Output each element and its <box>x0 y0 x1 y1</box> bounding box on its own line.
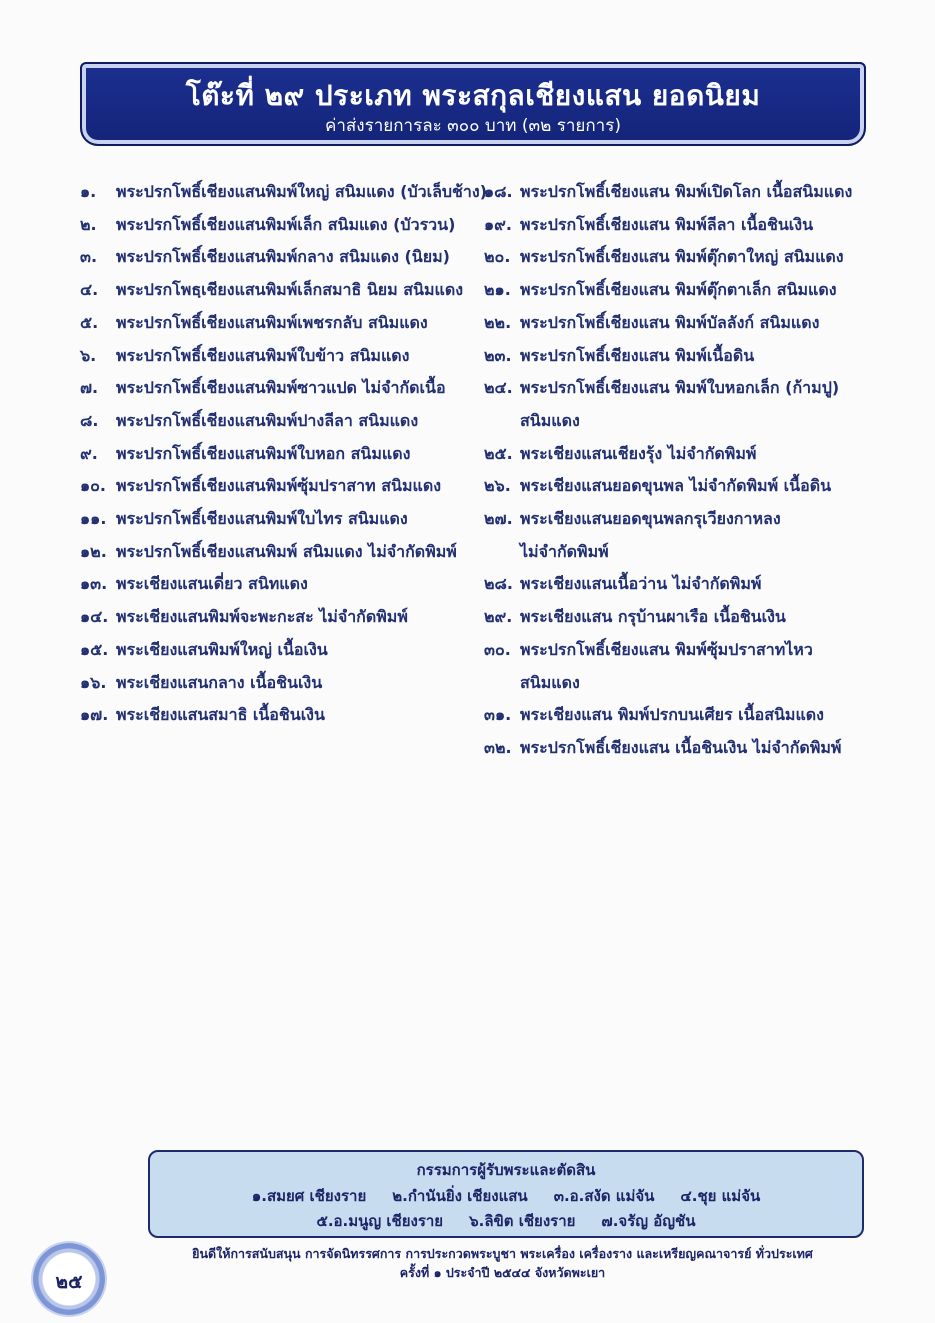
item-number: ๑๑. <box>80 509 107 529</box>
item-number: ๒. <box>80 214 97 234</box>
list-item <box>484 732 869 765</box>
item-number: ๑๐. <box>80 476 106 496</box>
item-text: พระปรกโพธิ์เชียงแสน พิมพ์ซุ้มปราสาทไหว <box>520 639 813 659</box>
item-number: ๒๙. <box>484 607 513 627</box>
list-item <box>80 601 490 634</box>
footer-line: ครั้งที่ ๑ ประจำปี ๒๕๔๔ จังหวัดพะเยา <box>399 1265 606 1280</box>
item-number: ๑๔. <box>80 607 109 627</box>
item-text: พระปรกโพธฺเชียงแสนพิมพ์เล็กสมาธิ นิยม สนิมแดง <box>116 280 464 300</box>
item-number: ๓๒. <box>484 737 512 757</box>
list-item <box>484 503 869 568</box>
item-text: พระปรกโพธิ์เชียงแสน พิมพ์บัลลังก์ สนิมแดง <box>520 312 820 332</box>
list-item <box>484 372 869 437</box>
item-number: ๑๒. <box>80 541 107 561</box>
item-number: ๔. <box>80 280 99 300</box>
item-number: ๒๖. <box>484 476 511 496</box>
list-item <box>484 340 869 373</box>
item-text: พระเชียงแสนพิมพ์จะพะกะสะ ไม่จำกัดพิมพ์ <box>116 607 408 627</box>
item-number: ๒๕. <box>484 443 513 463</box>
item-text: พระปรกโพธิ์เชียงแสนพิมพ์ซาวแปด ไม่จำกัดเนื้อ <box>116 378 446 398</box>
item-number: ๓๑. <box>484 705 512 725</box>
committee-member: ๕.อ.มนูญ เชียงราย <box>316 1212 444 1230</box>
list-item <box>80 667 490 700</box>
list-item <box>80 470 490 503</box>
item-text: พระปรกโพธิ์เชียงแสน เนื้อชินเงิน ไม่จำกัดพิมพ์ <box>520 737 842 757</box>
item-text: พระเชียงแสนกลาง เนื้อชินเงิน <box>116 672 323 692</box>
item-text: พระปรกโพธิ์เชียงแสนพิมพ์ซุ้มปราสาท สนิมแดง <box>116 476 442 496</box>
list-item <box>80 372 490 405</box>
item-number: ๕. <box>80 312 99 332</box>
list-item <box>80 307 490 340</box>
item-number: ๒๑. <box>484 280 511 300</box>
item-number: ๒๓. <box>484 345 512 365</box>
item-number: ๓. <box>80 247 98 267</box>
page-number: ๒๕ <box>55 1271 83 1293</box>
item-number: ๘. <box>80 410 99 430</box>
list-item <box>484 176 869 209</box>
item-text: พระปรกโพธิ์เชียงแสน พิมพ์เนื้อดิน <box>520 345 755 365</box>
item-text: พระเชียงแสนเดี่ยว สนิทแดง <box>116 574 308 594</box>
item-number: ๑๖. <box>80 672 107 692</box>
item-text: พระเชียงแสนสมาธิ เนื้อชินเงิน <box>116 705 325 725</box>
item-text: พระเชียงแสนพิมพ์ใหญ่ เนื้อเงิน <box>116 639 328 659</box>
committee-member: ๓.อ.สงัด แม่จัน <box>553 1187 655 1205</box>
item-number: ๓๐. <box>484 639 511 659</box>
item-text: พระปรกโพธิ์เชียงแสนพิมพ์เพชรกลับ สนิมแดง <box>116 312 428 332</box>
item-text: พระปรกโพธิ์เชียงแสน พิมพ์ตุ๊กตาใหญ่ สนิมแดง <box>520 247 844 267</box>
item-text: พระปรกโพธิ์เชียงแสนพิมพ์ปางลีลา สนิมแดง <box>116 410 419 430</box>
list-item <box>484 241 869 274</box>
item-text: พระปรกโพธิ์เชียงแสนพิมพ์ใบหอก สนิมแดง <box>116 443 411 463</box>
committee-box <box>148 1150 864 1238</box>
item-number: ๒๗. <box>484 509 513 529</box>
item-text: พระปรกโพธิ์เชียงแสน พิมพ์ลีลา เนื้อชินเงิน <box>520 214 814 234</box>
item-text: สนิมแดง <box>520 410 580 430</box>
list-item <box>80 536 490 569</box>
list-item <box>484 470 869 503</box>
committee-title: กรรมการผู้รับพระและตัดสิน <box>416 1161 596 1179</box>
item-text: พระปรกโพธิ์เชียงแสนพิมพ์ใหญ่ สนิมแดง (บัวเล็บช้าง) <box>116 182 487 201</box>
item-text: พระปรกโพธิ์เชียงแสนพิมพ์ใบข้าว สนิมแดง <box>116 345 410 365</box>
committee-member: ๖.ลิขิต เชียงราย <box>469 1212 576 1230</box>
list-item <box>484 438 869 471</box>
list-item <box>484 307 869 340</box>
footer-line: ยินดีให้การสนับสนุน การจัดนิทรรศการ การประกวดพระบูชา พระเครื่อง เครื่องราง และเหรียญคณาจารย์ ทั่วประเทศ <box>192 1246 813 1261</box>
item-number: ๒๒. <box>484 312 512 332</box>
item-number: ๑๗. <box>80 705 109 725</box>
item-text: พระเชียงแสนยอดขุนพลกรุเวียงกาหลง <box>520 509 781 529</box>
item-text: พระปรกโพธิ์เชียงแสน พิมพ์เปิดโลก เนื้อสนิมแดง <box>520 182 853 201</box>
item-list-right <box>484 176 869 765</box>
page-subtitle: ค่าส่งรายการละ ๓๐๐ บาท (๓๒ รายการ) <box>325 116 621 136</box>
item-number: ๒๐. <box>484 247 511 267</box>
item-text: พระปรกโพธิ์เชียงแสนพิมพ์เล็ก สนิมแดง (บัวรวน) <box>116 214 456 234</box>
page-number-seal <box>33 1243 105 1315</box>
committee-row <box>150 1209 862 1233</box>
item-text: พระปรกโพธิ์เชียงแสนพิมพ์กลาง สนิมแดง (นิยม) <box>116 247 450 267</box>
item-text: ไม่จำกัดพิมพ์ <box>520 541 609 561</box>
item-number: ๑. <box>80 182 97 201</box>
item-number: ๒๔. <box>484 378 513 398</box>
list-item <box>80 340 490 373</box>
committee-row <box>150 1184 862 1208</box>
item-text: พระปรกโพธิ์เชียงแสน พิมพ์ตุ๊กตาเล็ก สนิมแดง <box>520 280 837 300</box>
list-item <box>484 209 869 242</box>
item-text: พระปรกโพธิ์เชียงแสน พิมพ์ใบหอกเล็ก (ก้ามปู) <box>520 378 840 398</box>
list-item <box>484 274 869 307</box>
committee-member: ๒.กำนันยิ่ง เชียงแสน <box>392 1187 528 1205</box>
item-number: ๙. <box>80 443 98 463</box>
list-item <box>80 438 490 471</box>
item-text: พระเชียงแสนเนื้อว่าน ไม่จำกัดพิมพ์ <box>520 574 762 594</box>
list-item <box>80 176 490 209</box>
list-item <box>80 209 490 242</box>
page-title: โต๊ะที่ ๒๙ ประเภท พระสกุลเชียงแสน ยอดนิยม <box>185 79 761 112</box>
item-text: สนิมแดง <box>520 672 580 692</box>
item-text: พระเชียงแสน พิมพ์ปรกบนเศียร เนื้อสนิมแดง <box>520 705 824 725</box>
header-banner <box>80 62 866 146</box>
item-list-left <box>80 176 490 732</box>
item-number: ๖. <box>80 345 97 365</box>
item-text: พระเชียงแสน กรุบ้านผาเรือ เนื้อชินเงิน <box>520 607 786 627</box>
list-item <box>484 699 869 732</box>
list-item <box>80 699 490 732</box>
committee-member: ๗.จรัญ อัญชัน <box>601 1212 696 1230</box>
committee-member: ๔.ชุย แม่จัน <box>680 1187 761 1205</box>
item-text: พระปรกโพธิ์เชียงแสนพิมพ์ใบไทร สนิมแดง <box>116 509 408 529</box>
item-number: ๗. <box>80 378 99 398</box>
list-item <box>80 405 490 438</box>
list-item <box>484 568 869 601</box>
committee-member: ๑.สมยศ เชียงราย <box>251 1187 367 1205</box>
item-text: พระเชียงแสนเชียงรุ้ง ไม่จำกัดพิมพ์ <box>520 443 757 463</box>
item-number: ๑๘. <box>484 182 513 201</box>
list-item <box>80 568 490 601</box>
item-number: ๑๕. <box>80 639 109 659</box>
list-item <box>484 634 869 699</box>
list-item <box>80 274 490 307</box>
item-text: พระเชียงแสนยอดขุนพล ไม่จำกัดพิมพ์ เนื้อดิน <box>520 476 832 496</box>
list-item <box>80 241 490 274</box>
item-number: ๑๓. <box>80 574 108 594</box>
item-text: พระปรกโพธิ์เชียงแสนพิมพ์ สนิมแดง ไม่จำกัดพิมพ์ <box>116 541 457 561</box>
list-item <box>80 503 490 536</box>
list-item <box>80 634 490 667</box>
list-item <box>484 601 869 634</box>
item-number: ๑๙. <box>484 214 512 234</box>
item-number: ๒๘. <box>484 574 513 594</box>
